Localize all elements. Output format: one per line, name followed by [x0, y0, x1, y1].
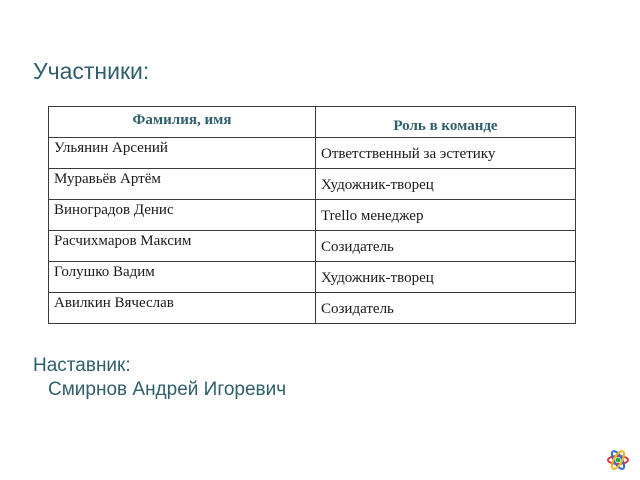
- member-role-cell: Созидатель: [316, 231, 576, 262]
- table-row: [49, 262, 576, 293]
- member-role-cell: Созидатель: [316, 293, 576, 324]
- participants-heading: Участники:: [33, 58, 150, 84]
- member-role-cell: Художник-творец: [316, 169, 576, 200]
- table-row: [49, 293, 576, 324]
- column-header-name: Фамилия, имя: [49, 107, 316, 138]
- column-header-role: Роль в команде: [316, 107, 576, 138]
- mentor-name: Смирнов Андрей Игоревич: [48, 379, 287, 400]
- member-name-cell: Муравьёв Артём: [49, 169, 316, 200]
- member-role-cell: Художник-творец: [316, 262, 576, 293]
- table-row: [49, 169, 576, 200]
- member-name-cell: Виноградов Денис: [49, 200, 316, 231]
- table-header-row: [49, 107, 576, 138]
- table-row: [49, 200, 576, 231]
- atom-logo-icon: [606, 448, 630, 472]
- table-row: [49, 231, 576, 262]
- member-name-cell: Голушко Вадим: [49, 262, 316, 293]
- member-name-cell: Ульянин Арсений: [49, 138, 316, 169]
- member-role-cell: Ответственный за эстетику: [316, 138, 576, 169]
- member-role-cell: Trello менеджер: [316, 200, 576, 231]
- mentor-heading: Наставник:: [33, 355, 131, 376]
- member-name-cell: Расчихмаров Максим: [49, 231, 316, 262]
- team-table: [48, 106, 576, 324]
- table-row: [49, 138, 576, 169]
- member-name-cell: Авилкин Вячеслав: [49, 293, 316, 324]
